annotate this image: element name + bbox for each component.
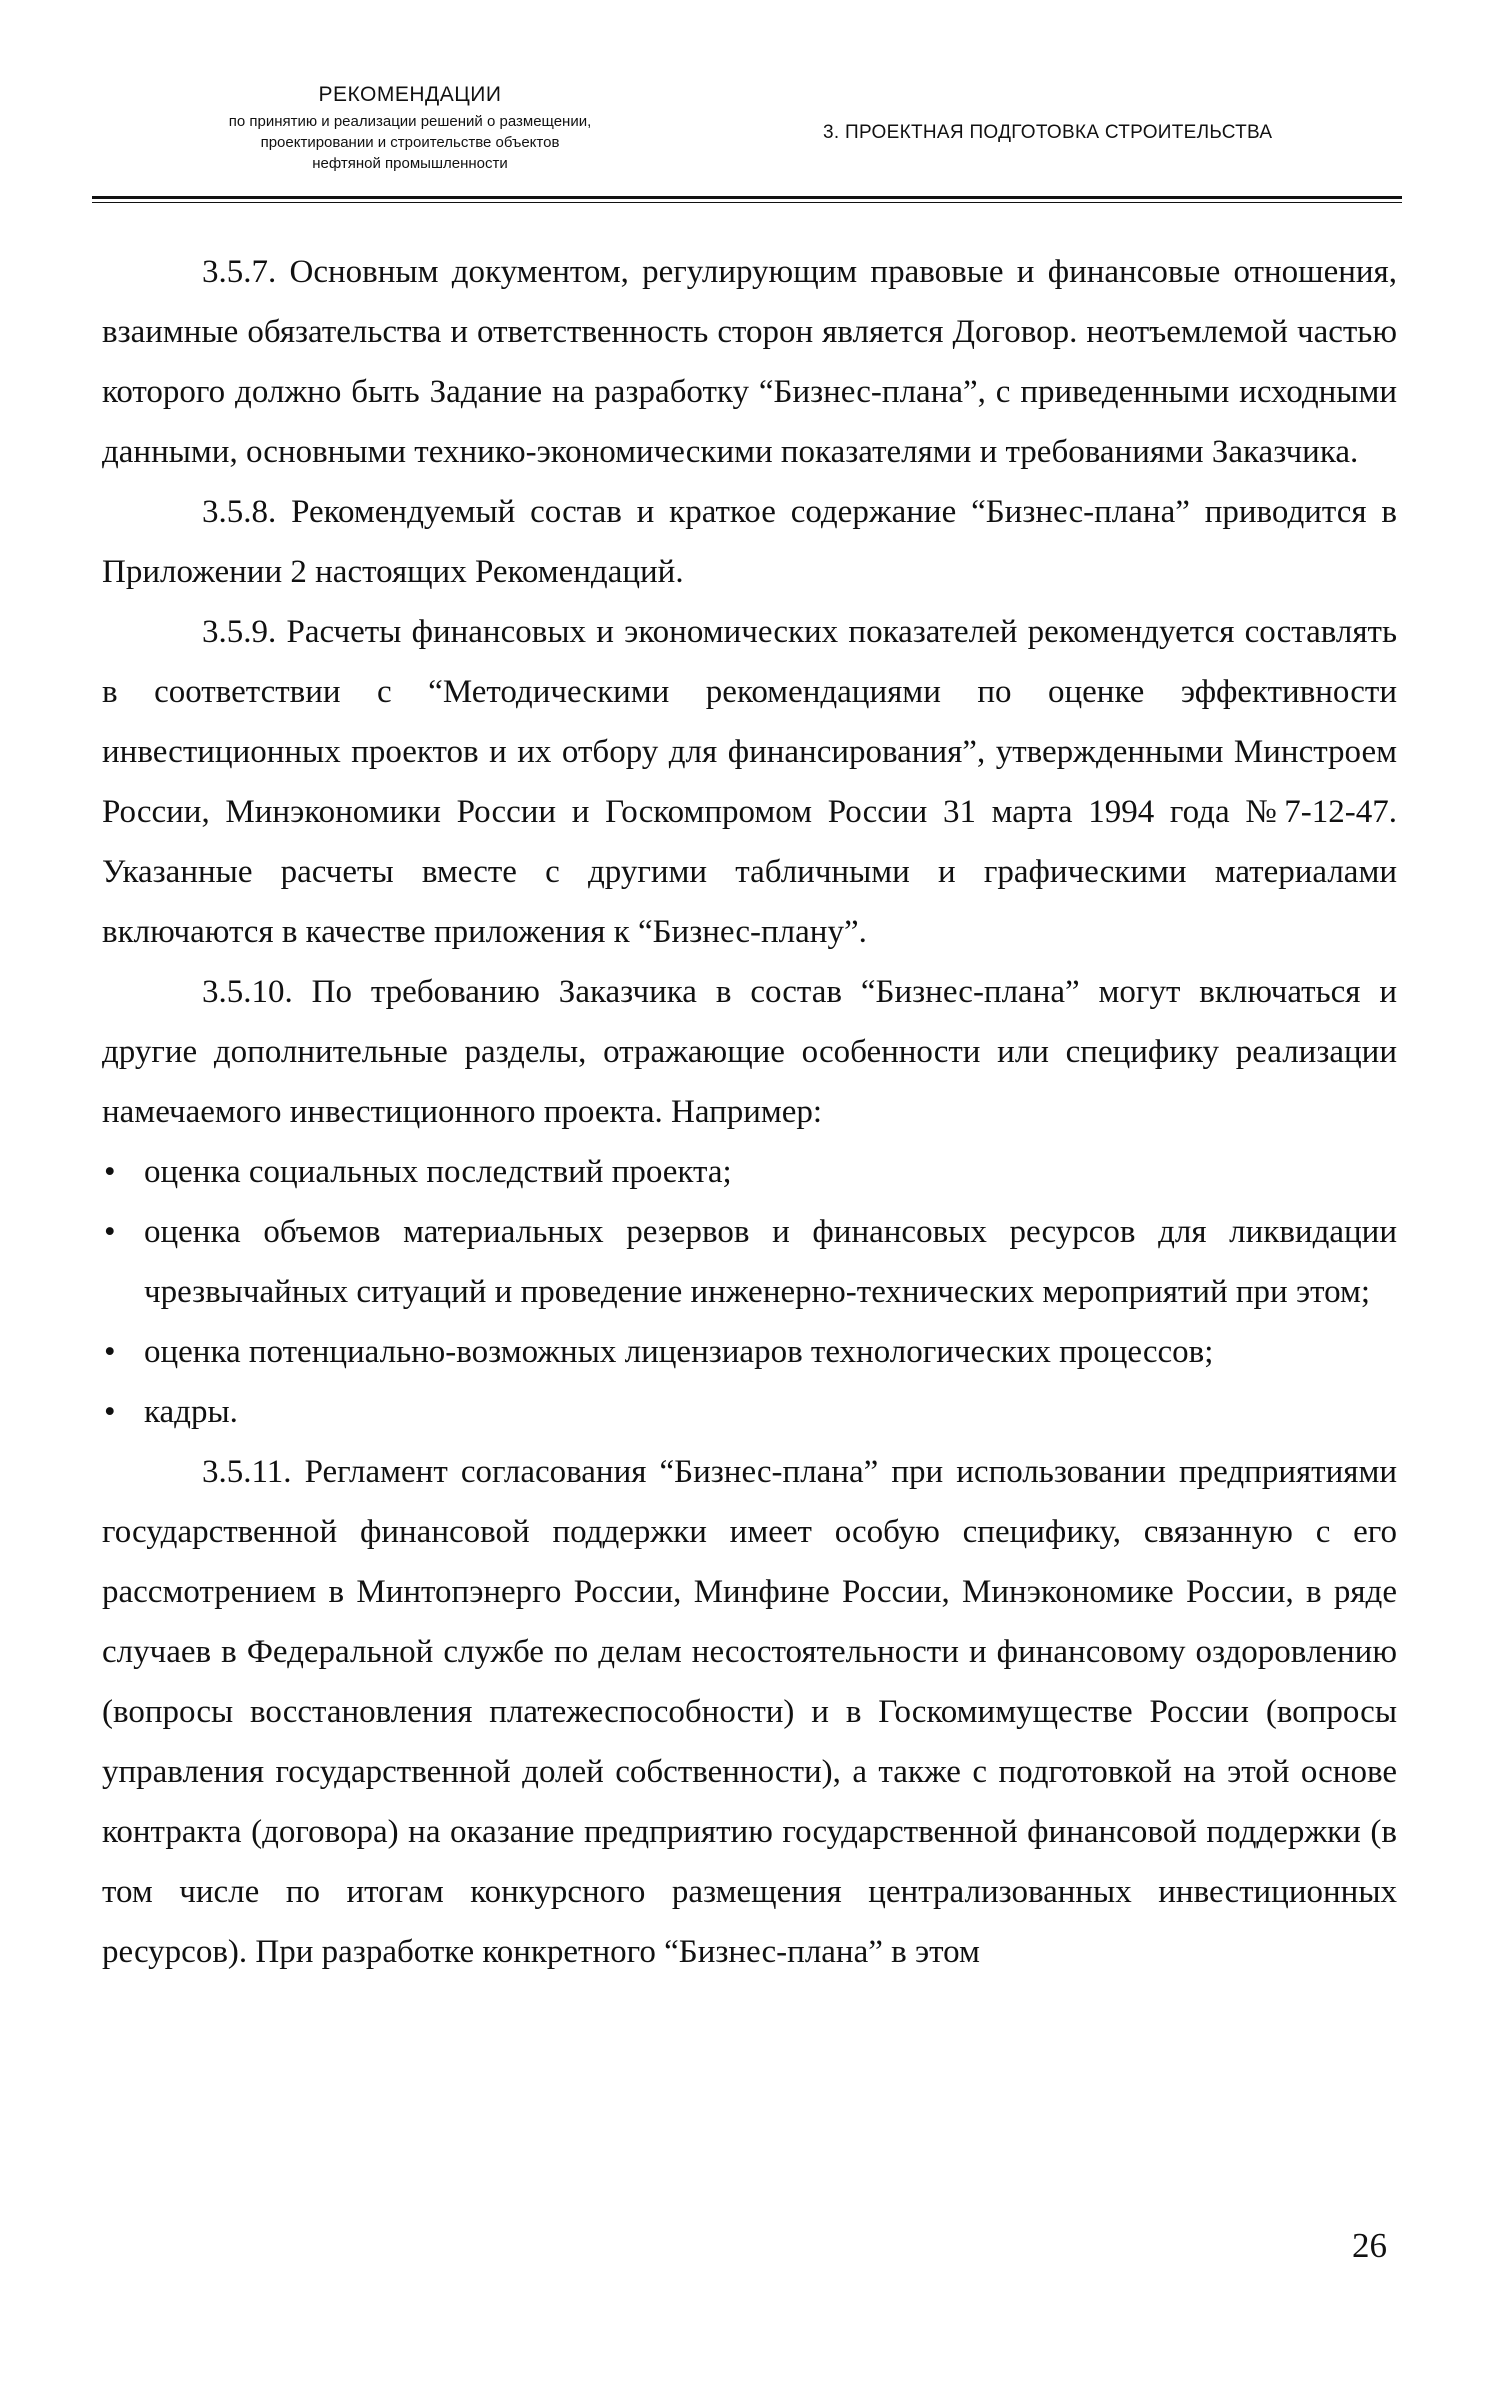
header-section-title: 3. ПРОЕКТНАЯ ПОДГОТОВКА СТРОИТЕЛЬСТВА — [823, 122, 1273, 143]
list-item-text: оценка социальных последствий проекта; — [144, 1154, 732, 1190]
header-divider-thin — [92, 202, 1402, 203]
header-divider — [92, 196, 1402, 199]
header-subtitle-line: нефтяной промышленности — [312, 155, 508, 173]
header-subtitle-line: по принятию и реализации решений о размещении, — [228, 113, 592, 131]
paragraph-3-5-11: 3.5.11. Регламент согласования “Бизнес-плана” при использовании предприятиями государственной финансовой поддержки имеет особую специфику, связанную с его рассмотрением в Минтопэнерго России, Минфине России, Минэкономике России, в ряде случаев в Федеральной службе по делам несостоятельности и финансовому оздоровлению (вопросы восстановления платежеспособности) и в Госкомимуществе России (вопросы управления государственной долей собственности), а также с подготовкой на этой основе контракта (договора) на оказание предприятию государственной финансовой поддержки (в том числе по итогам конкурсного размещения централизованных инвестиционных ресурсов). При разработке конкретного “Бизнес-плана” в этом — [102, 1454, 1397, 1970]
paragraph-3-5-9: 3.5.9. Расчеты финансовых и экономических показателей рекомендуется составлять в соответствии с “Методическими рекомендациями по оценке эффективности инвестиционных проектов и их отбору для финансирования”, утвержденными Минстроем России, Минэкономики России и Госкомпромом России 31 марта 1994 года №7-12-47. Указанные расчеты вместе с другими табличными и графическими материалами включаются в качестве приложения к “Бизнес-плану”. — [102, 614, 1397, 950]
paragraph-3-5-8: 3.5.8. Рекомендуемый состав и краткое содержание “Бизнес-плана” приводится в Приложении 2 настоящих Рекомендаций. — [102, 494, 1397, 590]
list-item-text: кадры. — [144, 1394, 238, 1430]
bullet-list — [102, 1142, 1397, 1442]
paragraph-3-5-7: 3.5.7. Основным документом, регулирующим правовые и финансовые отношения, взаимные обязательства и ответственность сторон является Договор. неотъемлемой частью которого должно быть Задание на разработку “Бизнес-плана”, с приведенными исходными данными, основными технико-экономическими показателями и требованиями Заказчика. — [102, 254, 1397, 470]
list-item — [102, 1322, 1397, 1382]
header-subtitle-line: проектировании и строительстве объектов — [260, 134, 560, 152]
bullet-icon: • — [104, 1334, 116, 1370]
bullet-icon: • — [104, 1394, 116, 1430]
bullet-icon: • — [104, 1154, 116, 1190]
list-item — [102, 1202, 1397, 1322]
list-item-text: оценка потенциально-возможных лицензиаров технологических процессов; — [144, 1334, 1214, 1370]
bullet-icon: • — [104, 1214, 116, 1250]
body-text — [102, 242, 1397, 1982]
header-block — [130, 82, 690, 174]
list-item — [102, 1142, 1397, 1202]
list-item — [102, 1382, 1397, 1442]
paragraph-3-5-10: 3.5.10. По требованию Заказчика в состав “Бизнес-плана” могут включаться и другие дополнительные разделы, отражающие особенности или специфику реализации намечаемого инвестиционного проекта. Например: — [102, 974, 1397, 1130]
page-number: 26 — [1352, 2226, 1387, 2265]
list-item-text: оценка объемов материальных резервов и финансовых ресурсов для ликвидации чрезвычайных ситуаций и проведение инженерно-технических мероприятий при этом; — [144, 1214, 1397, 1310]
header-title: РЕКОМЕНДАЦИИ — [318, 83, 502, 106]
